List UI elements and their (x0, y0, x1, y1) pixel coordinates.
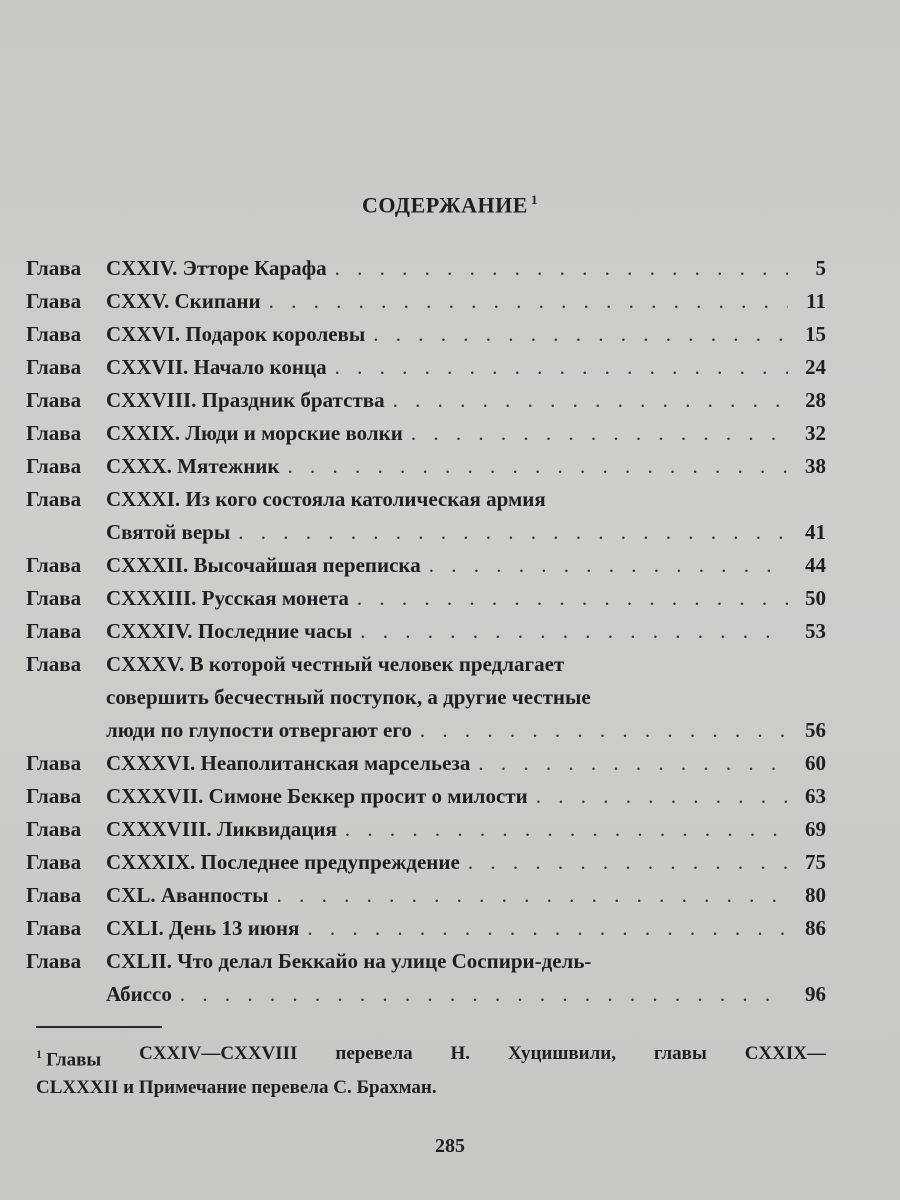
chapter-title: CXXIX. Люди и морские волки (106, 421, 403, 445)
dot-leader (307, 912, 788, 945)
page-number: 285 (435, 1135, 465, 1157)
chapter-page-number: 11 (806, 289, 826, 313)
toc-entry (26, 549, 826, 582)
chapter-label: Глава (26, 850, 82, 874)
toc-entry (26, 285, 826, 318)
chapter-title: CXXXIV. Последние часы (106, 619, 353, 643)
chapter-page-number: 75 (805, 850, 826, 874)
chapter-title: CXXXII. Высочайшая переписка (106, 553, 421, 577)
toc-entry (26, 582, 826, 615)
chapter-page-number: 63 (805, 784, 826, 808)
chapter-page-number: 60 (805, 751, 826, 775)
chapter-label: Глава (26, 916, 82, 940)
chapter-label: Глава (26, 388, 82, 412)
chapter-page-number: 41 (805, 520, 826, 544)
chapter-label: Глава (26, 421, 82, 445)
chapter-page-number: 5 (815, 256, 826, 280)
chapter-label: Глава (26, 619, 82, 643)
chapter-label: Глава (26, 817, 82, 841)
dot-leader (468, 846, 788, 879)
chapter-page-number: 15 (805, 322, 826, 346)
chapter-label: Глава (26, 949, 82, 973)
chapter-label: Глава (26, 553, 82, 577)
toc-entry (26, 318, 826, 351)
chapter-title: CXXVIII. Праздник братства (106, 388, 385, 412)
chapter-title: CXXV. Скипани (106, 289, 261, 313)
chapter-label: Глава (26, 322, 82, 346)
footnote-word: CXXIV—CXXVIII (139, 1043, 298, 1064)
chapter-title-line: CXLII. Что делал Беккайо на улице Соспири-дель- (106, 949, 592, 973)
footnote-separator (36, 1026, 162, 1028)
toc-entry (26, 615, 826, 648)
toc-entry (26, 252, 826, 285)
dot-leader (277, 879, 788, 912)
chapter-title: люди по глупости отвергают его (106, 718, 412, 742)
chapter-page-number: 96 (805, 982, 826, 1006)
chapter-page-number: 32 (805, 421, 826, 445)
chapter-title: CXXXVII. Симоне Беккер просит о милости (106, 784, 528, 808)
chapter-label: Глава (26, 454, 82, 478)
footnote (36, 1040, 826, 1102)
toc-entry (26, 879, 826, 912)
chapter-page-number: 53 (805, 619, 826, 643)
chapter-label: Глава (26, 289, 82, 313)
toc-heading (0, 192, 900, 218)
chapter-label: Глава (26, 586, 82, 610)
dot-leader (429, 549, 788, 582)
chapter-label: Глава (26, 355, 82, 379)
chapter-title: CXXVII. Начало конца (106, 355, 327, 379)
toc-entry (26, 780, 826, 813)
dot-leader (360, 615, 788, 648)
toc-entry (26, 912, 826, 945)
chapter-page-number: 44 (805, 553, 826, 577)
chapter-title: CXXXVI. Неаполитанская марсельеза (106, 751, 471, 775)
chapter-page-number: 28 (805, 388, 826, 412)
chapter-label: Глава (26, 487, 82, 511)
dot-leader (357, 582, 788, 615)
chapter-title-line: CXXXI. Из кого состояла католическая армия (106, 487, 546, 511)
dot-leader (269, 285, 788, 318)
footnote-word: Хуцишвили, (507, 1043, 616, 1064)
footnote-reference: 1 (530, 192, 538, 207)
toc-entry (26, 417, 826, 450)
dot-leader (420, 714, 788, 747)
chapter-title: CXXXIII. Русская монета (106, 586, 349, 610)
chapter-label: Глава (26, 256, 82, 280)
toc-entry (26, 483, 826, 549)
dot-leader (335, 252, 788, 285)
dot-leader (288, 450, 788, 483)
chapter-page-number: 38 (805, 454, 826, 478)
chapter-page-number: 24 (805, 355, 826, 379)
chapter-page-number: 56 (805, 718, 826, 742)
footnote-word: главы (653, 1043, 707, 1064)
footnote-word: Н. (450, 1043, 471, 1064)
footnote-mark: 1 (36, 1047, 42, 1061)
chapter-title: CXXXIX. Последнее предупреждение (106, 850, 460, 874)
footnote-lead (36, 1040, 101, 1074)
toc-heading-title: СОДЕРЖАНИЕ (362, 192, 528, 218)
toc-entry (26, 846, 826, 879)
toc-entry (26, 648, 826, 747)
chapter-title: Святой веры (106, 520, 231, 544)
chapter-title: CXXIV. Этторе Карафа (106, 256, 327, 280)
chapter-page-number: 80 (805, 883, 826, 907)
chapter-title: Абиссо (106, 982, 172, 1006)
chapter-title: CXXVI. Подарок королевы (106, 322, 366, 346)
toc-entry (26, 384, 826, 417)
dot-leader (238, 516, 788, 549)
chapter-title: CXXXVIII. Ликвидация (106, 817, 337, 841)
chapter-label: Глава (26, 751, 82, 775)
chapter-title-line: CXXXV. В которой честный человек предлагает (106, 652, 565, 676)
toc-entry (26, 747, 826, 780)
dot-leader (373, 318, 788, 351)
dot-leader (335, 351, 788, 384)
toc-entry (26, 945, 826, 1011)
chapter-title: CXLI. День 13 июня (106, 916, 300, 940)
toc-entry (26, 813, 826, 846)
table-of-contents (26, 252, 826, 1011)
chapter-label: Глава (26, 784, 82, 808)
footnote-word: перевела (335, 1043, 413, 1064)
dot-leader (536, 780, 788, 813)
chapter-page-number: 50 (805, 586, 826, 610)
footnote-line-2: CLXXXII и Примечание перевела С. Брахман. (36, 1077, 437, 1099)
chapter-label: Глава (26, 883, 82, 907)
footnote-word: CXXIX— (744, 1043, 826, 1064)
chapter-label: Глава (26, 652, 82, 676)
chapter-title: CXXX. Мятежник (106, 454, 280, 478)
toc-entry (26, 351, 826, 384)
dot-leader (393, 384, 788, 417)
footnote-line-1 (36, 1040, 826, 1074)
chapter-page-number: 86 (805, 916, 826, 940)
chapter-title: CXL. Аванпосты (106, 883, 269, 907)
dot-leader (478, 747, 788, 780)
footnote-word: Главы (46, 1049, 102, 1071)
dot-leader (345, 813, 788, 846)
chapter-title-line: совершить бесчестный поступок, а другие честные (106, 685, 591, 709)
chapter-page-number: 69 (805, 817, 826, 841)
toc-entry (26, 450, 826, 483)
dot-leader (411, 417, 788, 450)
dot-leader (180, 978, 788, 1011)
